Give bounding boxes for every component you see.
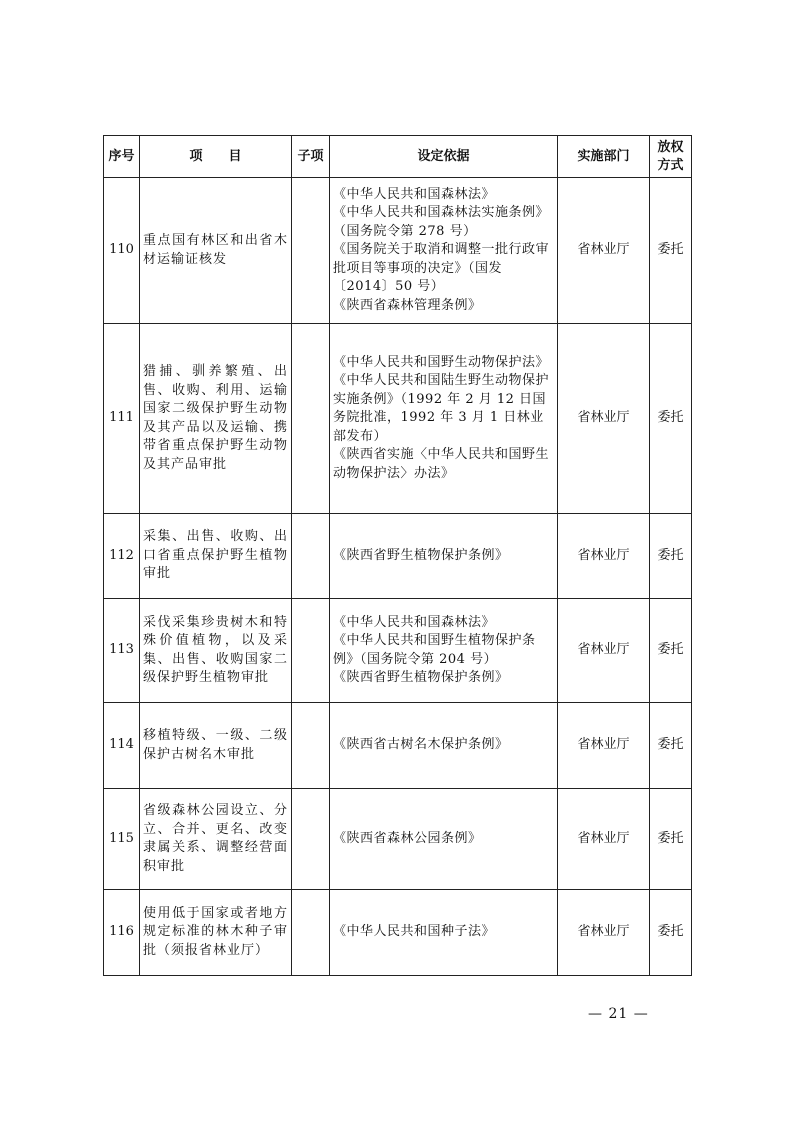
row-number: 112 [104,514,140,599]
header-basis: 设定依据 [330,136,558,178]
row-item: 重点国有林区和出省木材运输证核发 [140,178,292,324]
row-number: 114 [104,703,140,789]
table-row [104,703,692,789]
approval-items-table [103,135,692,976]
row-dept: 省林业厅 [558,789,650,890]
row-mode: 委托 [650,599,692,703]
row-sub [292,514,330,599]
row-number: 113 [104,599,140,703]
basis-entry: 《陕西省野生植物保护条例》 [333,547,509,563]
table-row [104,890,692,976]
row-basis [330,599,558,703]
header-item: 项 目 [140,136,292,178]
header-mode [650,136,692,178]
table-row [104,178,692,324]
row-mode: 委托 [650,514,692,599]
row-dept: 省林业厅 [558,514,650,599]
row-mode: 委托 [650,324,692,514]
row-sub [292,789,330,890]
row-number: 110 [104,178,140,324]
basis-entry: 《陕西省森林管理条例》 [333,297,482,313]
row-item: 省级森林公园设立、分立、合并、更名、改变隶属关系、调整经营面积审批 [140,789,292,890]
page-number: — 21 — [588,1006,649,1022]
basis-entry: 《国务院关于取消和调整一批行政审批项目等事项的决定》（国发〔2014〕50 号） [333,242,550,295]
table-header-row [104,136,692,178]
row-mode: 委托 [650,703,692,789]
basis-entry: 《陕西省古树名木保护条例》 [333,737,509,753]
basis-entry: 《中华人民共和国种子法》 [333,924,496,940]
header-dept: 实施部门 [558,136,650,178]
basis-entry: 《中华人民共和国陆生野生动物保护实施条例》（1992 年 2 月 12 日国务院批准，1992 年 3 月 1 日林业部发布） [333,373,550,444]
basis-entry: 《中华人民共和国森林法》 [333,186,496,202]
table-row [104,789,692,890]
basis-entry: 《中华人民共和国野生动物保护法》 [333,354,550,370]
row-sub [292,890,330,976]
row-basis [330,324,558,514]
basis-entry: 《中华人民共和国野生植物保护条例》（国务院令第 204 号） [333,633,536,667]
row-dept: 省林业厅 [558,703,650,789]
row-dept: 省林业厅 [558,178,650,324]
table-row [104,324,692,514]
header-mode-line1: 放权 [657,139,684,155]
basis-entry: 《中华人民共和国森林法实施条例》（国务院令第 278 号） [333,205,550,239]
row-item: 猎捕、驯养繁殖、出售、收购、利用、运输国家二级保护野生动物及其产品以及运输、携带省重点保护野生动物及其产品审批 [140,324,292,514]
row-mode: 委托 [650,890,692,976]
header-sub: 子项 [292,136,330,178]
row-item: 使用低于国家或者地方规定标准的林木种子审批（须报省林业厅） [140,890,292,976]
row-basis [330,789,558,890]
row-sub [292,178,330,324]
row-mode: 委托 [650,789,692,890]
row-basis [330,514,558,599]
row-basis [330,703,558,789]
basis-entry: 《陕西省实施〈中华人民共和国野生动物保护法〉办法》 [333,447,550,481]
row-basis [330,178,558,324]
row-mode: 委托 [650,178,692,324]
header-mode-line2: 方式 [657,157,684,173]
row-dept: 省林业厅 [558,599,650,703]
row-dept: 省林业厅 [558,324,650,514]
row-number: 116 [104,890,140,976]
basis-entry: 《陕西省野生植物保护条例》 [333,670,509,685]
row-sub [292,324,330,514]
basis-entry: 《中华人民共和国森林法》 [333,614,496,630]
row-item: 采集、出售、收购、出口省重点保护野生植物审批 [140,514,292,599]
row-number: 115 [104,789,140,890]
header-no: 序号 [104,136,140,178]
basis-entry: 《陕西省森林公园条例》 [333,830,482,846]
table-row [104,514,692,599]
row-basis [330,890,558,976]
row-sub [292,703,330,789]
row-dept: 省林业厅 [558,890,650,976]
row-number: 111 [104,324,140,514]
row-item: 采伐采集珍贵树木和特殊价值植物，以及采集、出售、收购国家二级保护野生植物审批 [140,599,292,703]
row-item: 移植特级、一级、二级保护古树名木审批 [140,703,292,789]
row-sub [292,599,330,703]
table-row [104,599,692,703]
